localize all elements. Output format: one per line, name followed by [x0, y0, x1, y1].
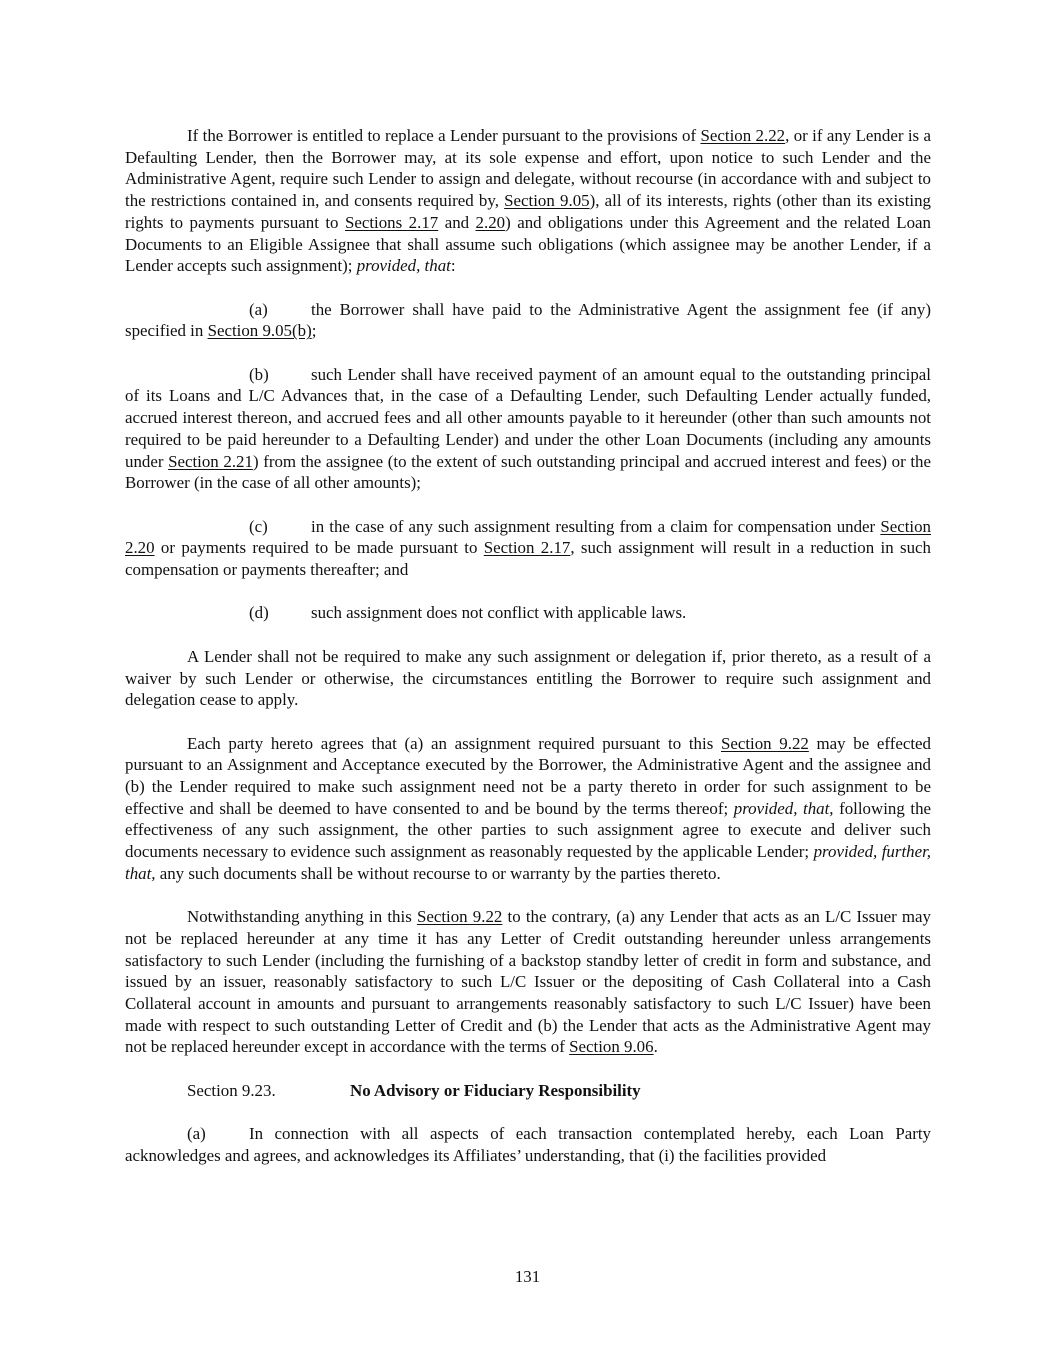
- paragraph-lc-issuer: [125, 906, 931, 1058]
- page-number: 131: [514, 1267, 541, 1286]
- section-reference: Section 2.22: [700, 126, 786, 145]
- document-page: [125, 125, 931, 1188]
- emphasis: provided, that,: [733, 798, 834, 818]
- text: or payments required to be made pursuant to: [154, 538, 484, 558]
- emphasis: provided, further, that,: [125, 842, 931, 883]
- clause-label: (c): [249, 516, 268, 536]
- section-reference: Section 2.20: [125, 516, 931, 558]
- section-reference: Section 9.05(b): [207, 321, 312, 341]
- text: ), all of its interests, rights (other than its existing rights to payments pursuant to: [125, 191, 931, 232]
- clause-label: (d): [249, 603, 269, 623]
- text: :: [450, 256, 456, 276]
- text: such assignment does not conflict with applicable laws.: [311, 603, 687, 623]
- clause-a: [125, 299, 931, 342]
- text: such Lender shall have received payment of an amount equal to the outstanding principal of its Loans and L/C Advances that, in the case of a Defaulting Lender, such Defaulting Lender actually funded, accrued interest thereon, and accrued fees and all other amounts payable to it hereunder (other than such amounts not required to be paid hereunder to a Defaulting Lender) and under the other Loan Documents (including any amounts under: [125, 364, 931, 471]
- section-reference: Section 9.05: [504, 191, 590, 211]
- clause-label: (b): [249, 364, 269, 384]
- text: , such assignment will result in a reduction in such compensation or payments thereafter; and: [125, 538, 931, 580]
- text: , or if any Lender is a Defaulting Lender, then the Borrower may, at its sole expense and effort, upon notice to such Lender and the Administrative Agent, require such Lender to assign and delegate, without recourse (in accordance with and subject to the restrictions contained in, and consents required by,: [125, 126, 931, 211]
- clause-d: [125, 602, 931, 624]
- text: to the contrary, (a) any Lender that acts as an L/C Issuer may not be replaced hereunder at any time it has any Letter of Credit outstanding hereunder unless arrangements satisfactory to such Lender (including the furnishing of a backstop standby letter of credit in form and substance, and issued by an issuer, reasonably satisfactory to such L/C Issuer or the depositing of Cash Collateral into a Cash Collateral account in amounts and pursuant to arrangements reasonably satisfactory to such L/C Issuer) have been made with respect to such outstanding Letter of Credit and (b) the Lender that acts as the Administrative Agent may not be replaced hereunder except in accordance with the terms of: [125, 907, 931, 1057]
- emphasis: provided, that: [356, 256, 451, 276]
- clause-label: (a): [187, 1124, 206, 1144]
- section-reference: 2.20: [475, 212, 506, 232]
- section-title: No Advisory or Fiduciary Responsibility: [350, 1080, 641, 1100]
- clause-b: [125, 364, 931, 494]
- paragraph-assignment-agreement: [125, 733, 931, 885]
- section-reference: Section 9.22: [720, 733, 809, 753]
- section-heading: [125, 1080, 931, 1102]
- section-reference: Section 2.21: [168, 451, 253, 471]
- section-reference: Section 2.17: [483, 538, 571, 558]
- paragraph-replacement-of-lenders: [125, 125, 931, 277]
- section-reference: Section 9.22: [416, 907, 503, 927]
- text: A Lender shall not be required to make any such assignment or delegation if, prior thereto, as a result of a waiver by such Lender or otherwise, the circumstances entitling the Borrower to require such assignment and delegation cease to apply.: [125, 646, 931, 710]
- clause-c: [125, 516, 931, 581]
- text: and: [438, 212, 476, 232]
- text: Each party hereto agrees that (a) an assignment required pursuant to this: [187, 733, 721, 753]
- text: ;: [311, 321, 317, 341]
- text: If the Borrower is entitled to replace a Lender pursuant to the provisions of: [187, 126, 701, 145]
- text: the Borrower shall have paid to the Administrative Agent the assignment fee (if any) specified in: [125, 299, 931, 341]
- text: following the effectiveness of any such assignment, the other parties to such assignment agree to execute and deliver such documents necessary to evidence such assignment as reasonably requested by the applicable Lender;: [125, 798, 932, 862]
- clause-label: (a): [249, 299, 268, 319]
- paragraph-advisory-a: [125, 1123, 931, 1166]
- text: ) from the assignee (to the extent of such outstanding principal and accrued interest and fees) or the Borrower (in the case of all other amounts);: [125, 451, 931, 493]
- text: in the case of any such assignment resulting from a claim for compensation under: [311, 516, 881, 536]
- section-reference: Sections 2.17: [344, 212, 439, 232]
- section-number: Section 9.23.: [187, 1080, 276, 1100]
- text: may be effected pursuant to an Assignment and Acceptance executed by the Borrower, the Administrative Agent and the assignee and (b) the Lender required to make such assignment need not be a party thereto in order for such assignment to be effective and shall be deemed to have consented to and be bound by the terms thereof;: [125, 733, 931, 818]
- text: Notwithstanding anything in this: [187, 907, 417, 927]
- text: any such documents shall be without recourse to or warranty by the parties thereto.: [155, 863, 721, 883]
- text: .: [653, 1037, 658, 1057]
- paragraph-waiver: [125, 646, 931, 711]
- text: In connection with all aspects of each transaction contemplated hereby, each Loan Party acknowledges and agrees, and acknowledges its Affiliates’ understanding, that (i) the facilities provided: [125, 1124, 931, 1165]
- section-reference: Section 9.06: [569, 1037, 654, 1057]
- text: ) and obligations under this Agreement and the related Loan Documents to an Eligible Assignee that shall assume such obligations (which assignee may be another Lender, if a Lender accepts such assignment);: [125, 212, 931, 276]
